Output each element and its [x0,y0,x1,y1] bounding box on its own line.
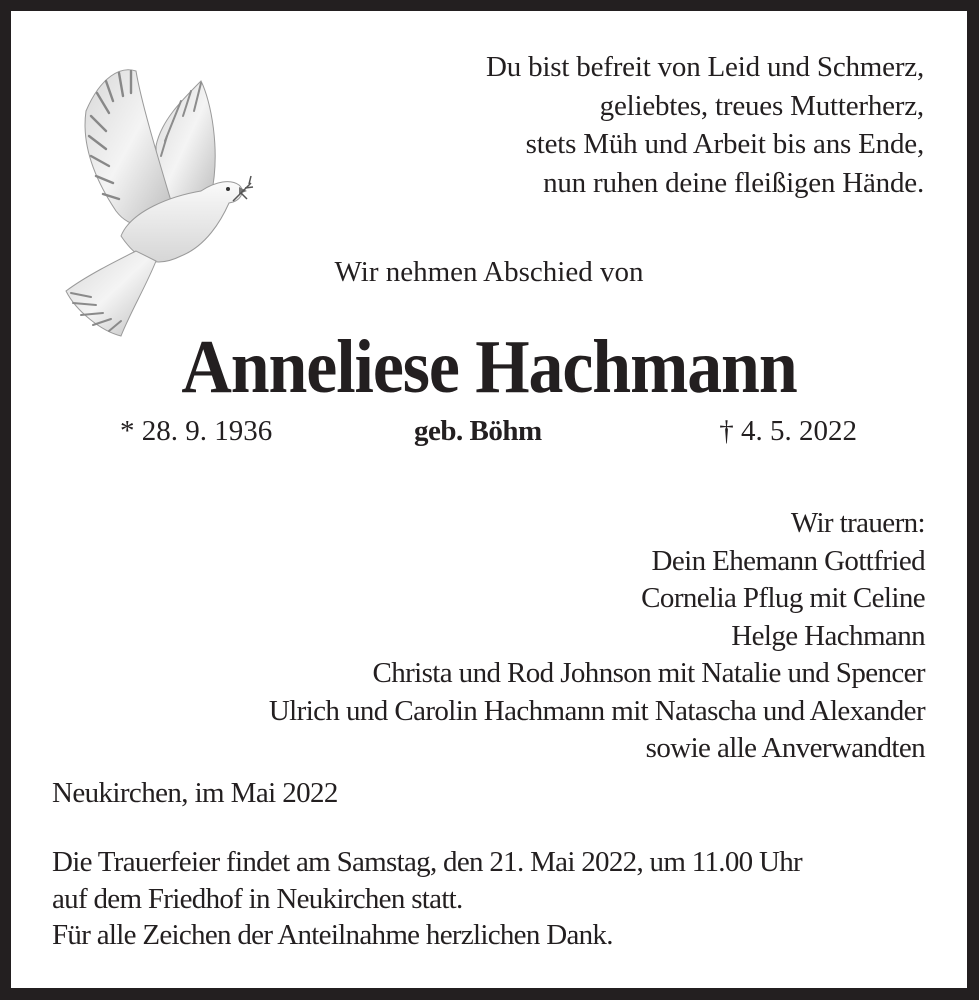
poem [486,48,924,202]
mourner-line: Dein Ehemann Gottfried [651,544,925,577]
funeral-service-info [52,844,802,954]
mourner-line: Cornelia Pflug mit Celine [641,582,925,614]
poem-line: nun ruhen deine fleißigen Hände. [543,166,924,199]
mourner-line: Christa und Rod Johnson mit Natalie und Spencer [372,657,925,689]
obituary-card [11,11,967,988]
mourner-line: sowie alle Anverwandten [645,732,925,764]
place-date: Neukirchen, im Mai 2022 [52,777,338,809]
service-line: Die Trauerfeier findet am Samstag, den 21. Mai 2022, um 11.00 Uhr [52,846,802,878]
deceased-name: Anneliese Hachmann [181,325,797,409]
poem-line: geliebtes, treues Mutterherz, [599,89,924,122]
birth-date: * 28. 9. 1936 [120,415,273,447]
service-line: auf dem Friedhof in Neukirchen statt. [52,882,463,915]
mourner-line: Helge Hachmann [731,619,925,652]
mourners-list [269,505,925,768]
farewell-intro: Wir nehmen Abschied von [334,256,644,288]
maiden-name: geb. Böhm [414,415,542,447]
service-line: Für alle Zeichen der Anteilnahme herzlichen Dank. [52,919,613,951]
mourner-line: Ulrich und Carolin Hachmann mit Natascha und Alexander [268,694,925,727]
death-date: † 4. 5. 2022 [719,415,857,447]
mourners-heading: Wir trauern: [790,507,925,539]
dove-with-olive-branch-icon [61,61,261,341]
poem-line: Du bist befreit von Leid und Schmerz, [486,51,924,83]
poem-line: stets Müh und Arbeit bis ans Ende, [525,128,924,160]
